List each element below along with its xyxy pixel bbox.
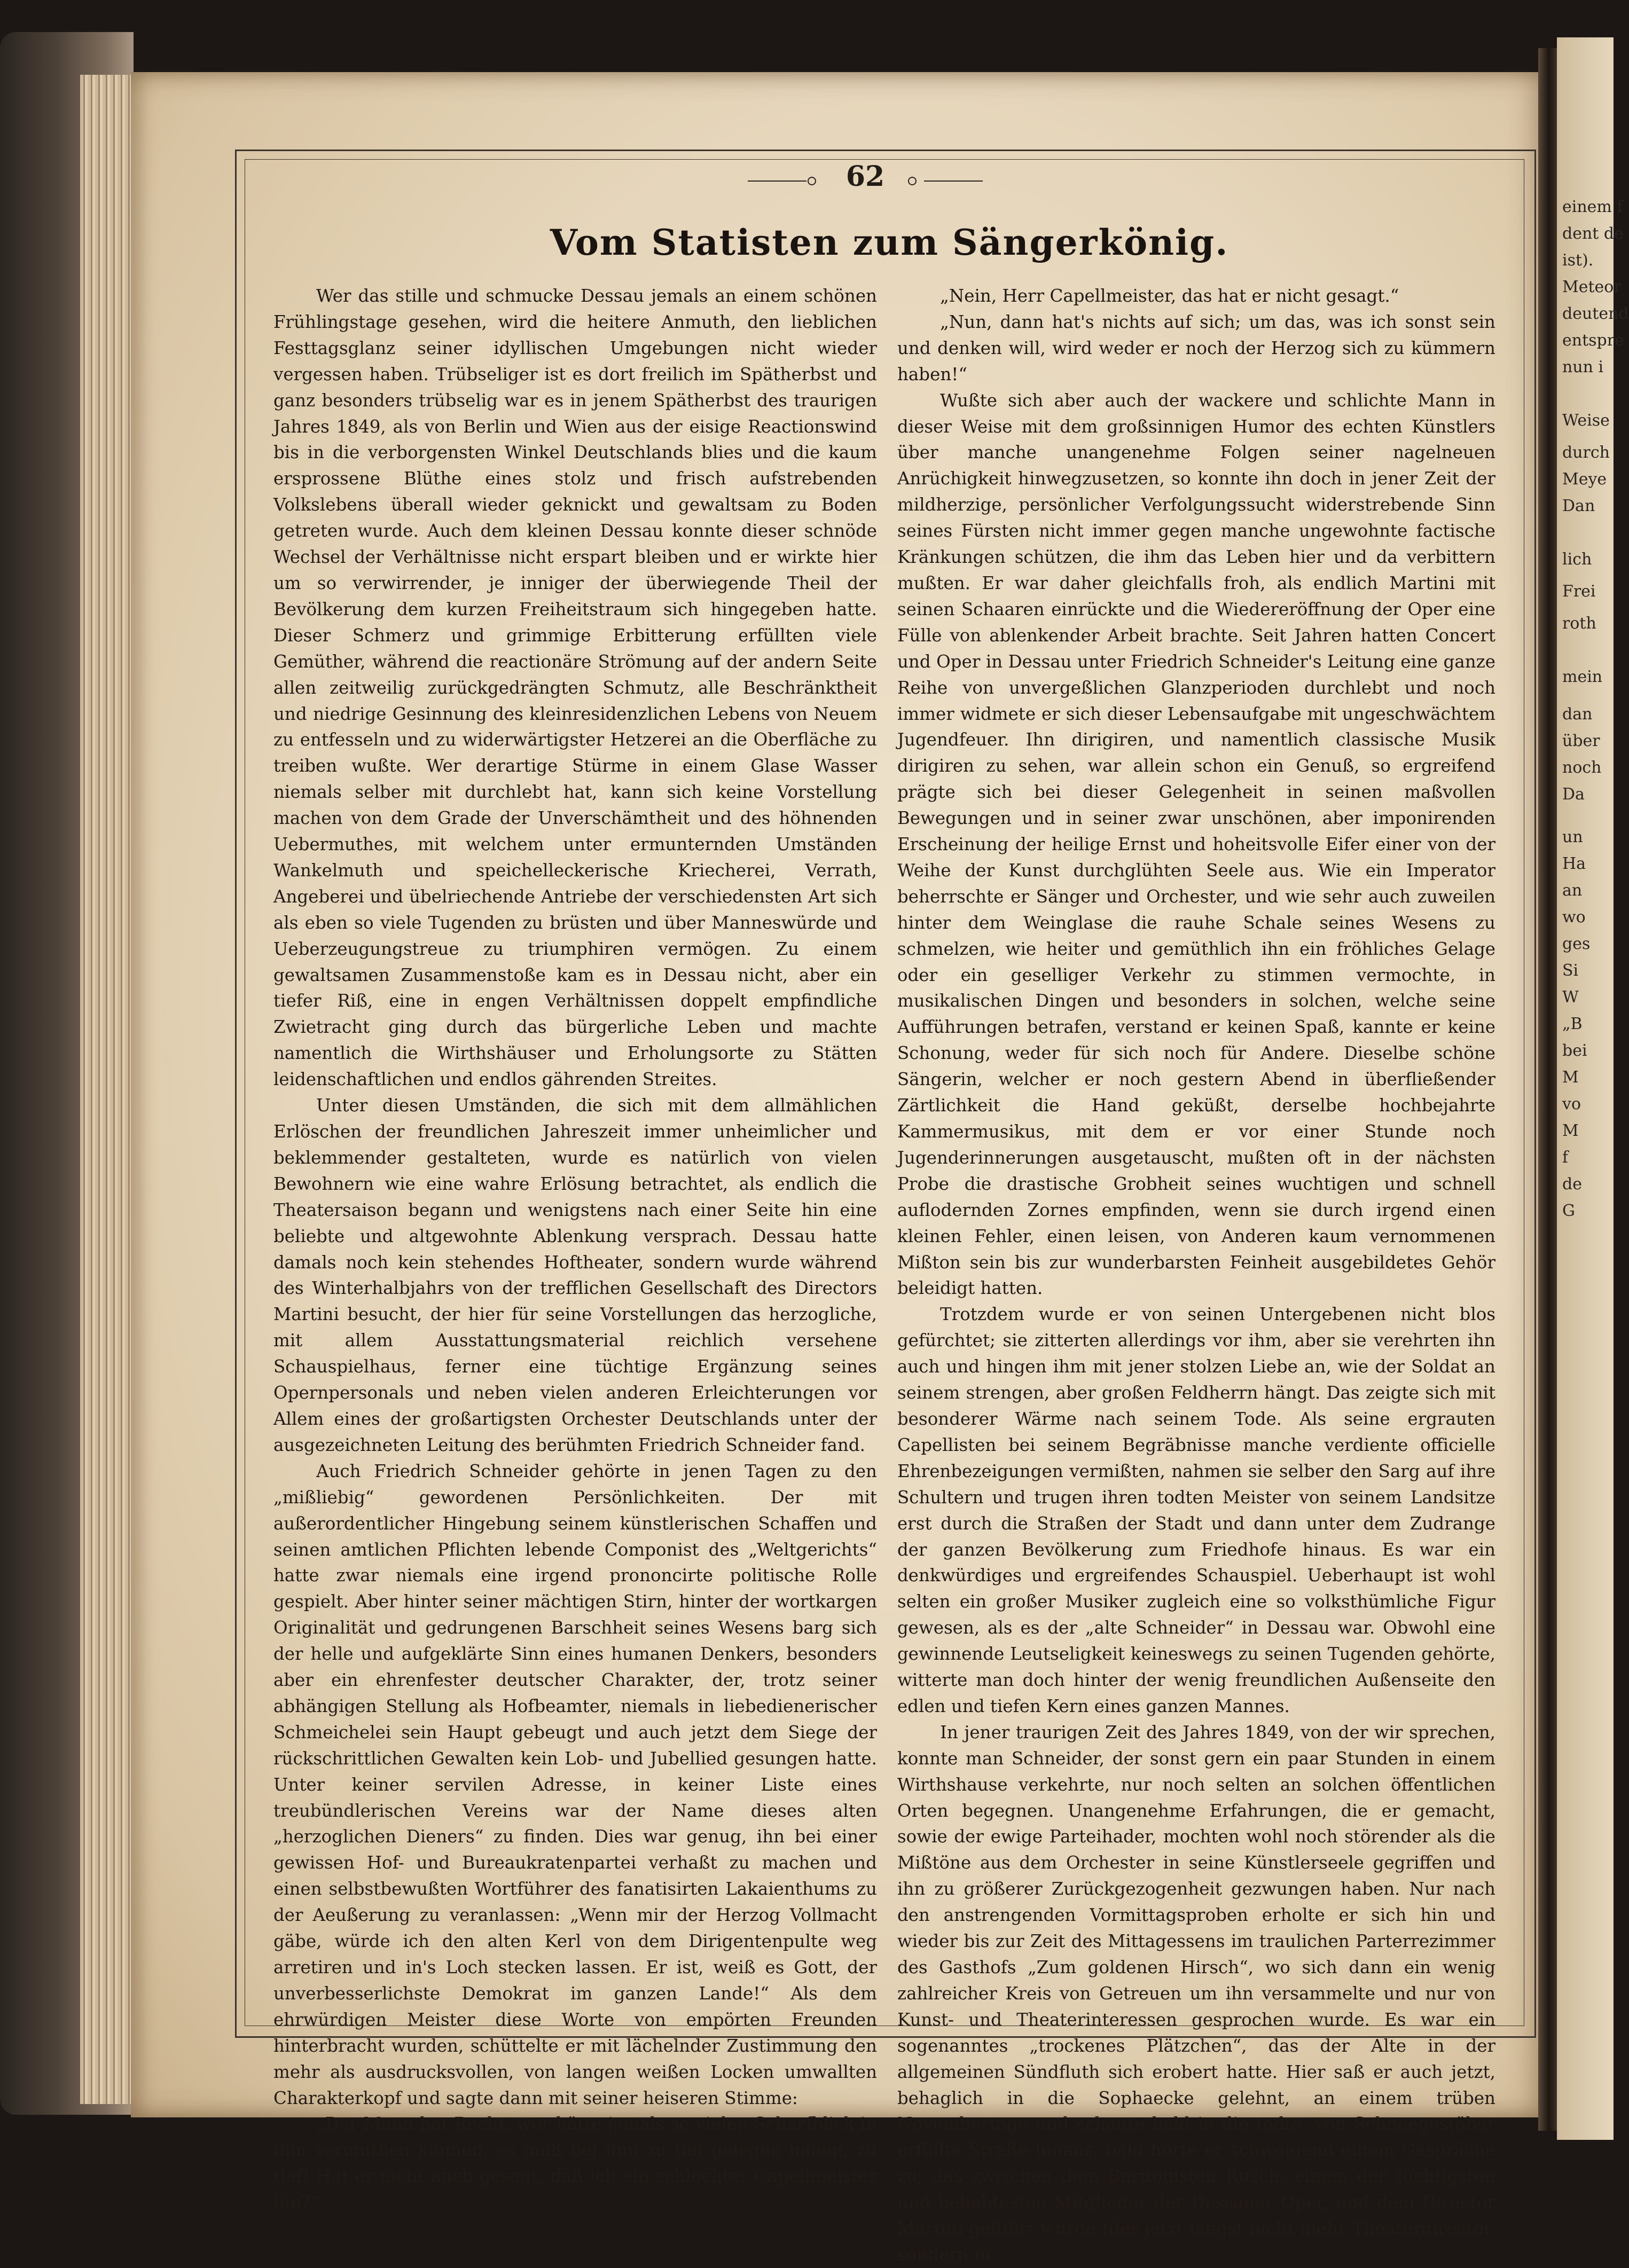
facing-page-text-fragment: ges: [1562, 935, 1591, 953]
facing-page-text-fragment: M: [1562, 1068, 1579, 1087]
facing-page-text-fragment: dent de: [1562, 224, 1624, 243]
facing-page-text-fragment: ist).: [1562, 251, 1594, 270]
text-column-left: [273, 283, 877, 2216]
page-number-rule-right: [924, 181, 983, 182]
facing-page-text-fragment: über: [1562, 732, 1600, 750]
facing-page-text-fragment: Si: [1562, 961, 1579, 980]
facing-page-text-fragment: f: [1562, 1148, 1569, 1167]
book-gutter: [1538, 48, 1560, 2131]
facing-page-text-fragment: dan: [1562, 705, 1593, 724]
facing-page-text-fragment: Ha: [1562, 854, 1586, 873]
paragraph: „Der Mann hat Recht, wer hätte jemals so vielen Scharfblick in ihm vermuthen können, es muß bei ihm zu tief gelegen haben, zu tief! Hat er nicht auch gesagt, daß ich ein schlechter Capellmeister bin?“: [273, 2114, 877, 2213]
facing-page-text-fragment: wo: [1562, 908, 1586, 927]
paragraph: Wer das stille und schmucke Dessau jemals an einem schönen Frühlingstage gesehen, wird die heitere Anmuth, den lieblichen Festtagsglanz seiner idyllischen Umgebungen nicht wieder vergessen haben. Trübseliger ist es dort freilich im Spätherbst und ganz besonders trübselig war es in jenem Spätherbst des traurigen Jahres 1849, als von Berlin und Wien aus der eisige Reactionswind bis in die verborgensten Winkel Deutschlands blies und die kaum ersprossene Blüthe eines stolz und frisch aufstrebenden Volkslebens überall wieder geknickt und gewaltsam zu Boden getreten wurde. Auch dem kleinen Dessau konnte dieser schnöde Wechsel der Verhältnisse nicht erspart bleiben und er wirkte hier um so verwirrender, je inniger der überwiegende Theil der Bevölkerung dem kurzen Freiheitstraum sich hingegeben hatte. Dieser Schmerz und grimmige Erbitterung erfüllten viele Gemüther, während die reactionäre Strömung auf der andern Seite allen zeitweilig zurückgedrängten Schmutz, alle Beschränktheit und niedrige Gesinnung des kleinresidenzlichen Lebens von Neuem zu entfesseln und zu widerwärtigster Hetzerei an die Oberfläche zu treiben wußte. Wer derartige Stürme in einem Glase Wasser niemals selber mit durchlebt hat, kann sich keine Vorstellung machen von dem Grade der Unverschämtheit und des höhnenden Uebermuthes, mit welchem unter ermunternden Umständen Wankelmuth und speichelleckerische Kriecherei, Verrath, Angeberei und übelriechende Antriebe der verschiedensten Art sich als eben so viele Tugenden zu brüsten und über Manneswürde und Ueberzeugungstreue zu triumphiren vermögen. Zu einem gewaltsamen Zusammenstoße kam es in Dessau nicht, aber ein tiefer Riß, eine in engen Verhältnissen doppelt empfindliche Zwietracht ging durch das bürgerliche Leben und machte namentlich die Wirthshäuser und Erholungsorte zu Stätten leidenschaftlichen und endlos gährenden Streites.: [273, 286, 877, 1090]
facing-page-text-fragment: deutend: [1562, 304, 1629, 323]
paragraph: „Nein, Herr Capellmeister, das hat er nicht gesagt.“: [940, 286, 1399, 306]
facing-page-text-fragment: durch: [1562, 443, 1610, 462]
facing-page-text-fragment: Da: [1562, 785, 1585, 804]
page-number-rule-left: [748, 181, 806, 182]
paragraph: Wußte sich aber auch der wackere und schlichte Mann in dieser Weise mit dem großsinnigen Humor des echten Künstlers über manche unangenehme Folgen seiner nagelneuen Anrüchigkeit hinwegzusetzen, so konnte ihn doch in jener Zeit der mildherzige, persönlicher Verfolgungssucht widerstrebende Sinn seines Fürsten nicht immer gegen manche ungewohnte factische Kränkungen schützen, die ihm das Leben hier und da verbittern mußten. Er war daher gleichfalls froh, als endlich Martini mit seinen Schaaren einrückte und die Wiedereröffnung der Oper eine Fülle von ablenkender Arbeit brachte. Seit Jahren hatten Concert und Oper in Dessau unter Friedrich Schneider's Leitung eine ganze Reihe von unvergeßlichen Glanzperioden durchlebt und noch immer widmete er sich dieser Lebensaufgabe mit ungeschwächtem Jugendfeuer. Ihn dirigiren, und namentlich classische Musik dirigiren zu sehen, war allein schon ein Genuß, so ergreifend prägte sich bei dieser Gelegenheit in seinen maßvollen Bewegungen und in seiner zwar unschönen, aber imponirenden Erscheinung der heilige Ernst und hoheitsvolle Eifer einer von der Weihe der Kunst durchglühten Seele aus. Wie ein Imperator beherrschte er Sänger und Orchester, und wie sehr auch zuweilen hinter dem Weinglase die rauhe Schale seines Wesens zu schmelzen, wie heiter und gemüthlich ihn ein fröhliches Gelage oder ein geselliger Verkehr zu stimmen vermochte, in musikalischen Dingen und besonders in solchen, welche seine Aufführungen betrafen, verstand er keinen Spaß, kannte er keine Schonung, weder für sich noch für Andere. Dieselbe schöne Sängerin, welcher er noch gestern Abend in überfließender Zärtlichkeit die Hand geküßt, derselbe hochbejahrte Kammermusikus, mit dem er vor einer Stunde noch Jugenderinnerungen ausgetauscht, mußten oft in der nächsten Probe die drastische Grobheit seines wuchtigen und schnell auflodernden Zornes empfinden, wenn sie durch irgend einen kleinen Fehler, einen leisen, von Anderen kaum vernommenen Mißton sein bis zur wunderbarsten Feinheit ausgebildetes Gehör beleidigt hatten.: [897, 390, 1495, 1299]
facing-page-text-fragment: einem f: [1562, 198, 1623, 216]
paragraph: In jener traurigen Zeit des Jahres 1849, von der wir sprechen, konnte man Schneider, der sonst gern ein paar Stunden in einem Wirthshause verkehrte, nur noch selten an solchen öffentlichen Orten begegnen. Unangenehme Erfahrungen, die er gemacht, sowie der ewige Parteihader, mochten wohl noch störender als die Mißtöne aus dem Orchester in seine Künstlerseele gegriffen und ihn zu größerer Zurückgezogenheit gezwungen haben. Nur nach den anstrengenden Vormittagsproben erholte er sich hin und wieder bis zur Zeit des Mittagessens im traulichen Parterrezimmer des Gasthofs „Zum goldenen Hirsch“, wo sich dann ein wenig zahlreicher Kreis von Getreuen um ihn versammelte und nur von Kunst- und Theaterinteressen gesprochen wurde. Es war ein sogenanntes „trockenes Plätzchen“, das der Alte in der allgemeinen Sündfluth sich erobert hatte. Hier saß er auch jetzt, behaglich in die Sophaecke gelehnt, an einem trüben Novembertage und schaute bald in die todte, von Schneegestöber erfüllte Straße hinaus, bald hörte er schweigend einem Gespräche zu, das zwischen dem Baritonisten Rusch, einem der tüchtigsten und beliebtesten Mitglieder der Dessauer Oper, und dem Director Martini geführt wurde (der jetzt längst nicht mehr Theaterdirector, sondern in: [897, 1722, 1495, 2265]
facing-page-fragment: [1557, 37, 1629, 2140]
paragraph: Trotzdem wurde er von seinen Untergebenen nicht blos gefürchtet; sie zitterten allerdings vor ihm, aber sie verehrten ihn auch und hingen ihm mit jener stolzen Liebe an, wie der Soldat an seinem strengen, aber großen Feldherrn hängt. Das zeigte sich mit besonderer Wärme nach seinem Tode. Als seine ergrauten Capellisten bei seinem Begräbnisse manche verdiente officielle Ehrenbezeigungen vermißten, nahmen sie selber den Sarg auf ihre Schultern und trugen ihren todten Meister von seinem Landsitze erst durch die Straßen der Stadt und dann unter dem Zudrange der ganzen Bevölkerung zum Friedhofe hinaus. Es war ein denkwürdiges und ergreifendes Schauspiel. Ueberhaupt ist wohl selten ein großer Musiker zugleich eine so volksthümliche Figur gewesen, als es der „alte Schneider“ in Dessau war. Obwohl eine gewinnende Leutseligkeit keineswegs zu seinen Tugenden gehörte, witterte man doch hinter der wenig freundlichen Außenseite den edlen und tiefen Kern eines ganzen Mannes.: [897, 1304, 1495, 1716]
facing-page-text-fragment: M: [1562, 1121, 1579, 1140]
facing-page-text-fragment: an: [1562, 881, 1583, 900]
facing-page-text-fragment: nun i: [1562, 358, 1604, 376]
paragraph: Unter diesen Umständen, die sich mit dem allmählichen Erlöschen der freundlichen Jahreszeit immer unheimlicher und beklemmender gestalteten, wurde es natürlich von vielen Bewohnern wie eine wahre Erlösung betrachtet, als endlich die Theatersaison begann und wenigstens nach einer Seite hin eine beliebte und altgewohnte Ablenkung versprach. Dessau hatte damals noch kein stehendes Hoftheater, sondern wurde während des Winterhalbjahrs von der trefflichen Gesellschaft des Directors Martini besucht, der hier für seine Vorstellungen das herzogliche, mit allem Ausstattungsmaterial reichlich versehene Schauspielhaus, ferner eine tüchtige Ergänzung seines Opernpersonals und neben vielen anderen Erleichterungen vor Allem eines der großartigsten Orchester Deutschlands unter der ausgezeichneten Leitung des berühmten Friedrich Schneider fand.: [273, 1095, 877, 1455]
facing-page-text-fragment: noch: [1562, 758, 1602, 777]
page-number-ornament-right: [908, 177, 917, 185]
facing-page-text-fragment: entspre: [1562, 331, 1624, 350]
facing-page-text-fragment: Weise: [1562, 411, 1610, 430]
article-title: Vom Statisten zum Sängerkönig.: [550, 222, 1229, 263]
facing-page-text-fragment: „B: [1562, 1015, 1583, 1033]
facing-page-text-fragment: Frei: [1562, 582, 1596, 601]
facing-page-text-fragment: mein: [1562, 668, 1603, 686]
facing-page-text-fragment: Meye: [1562, 470, 1607, 489]
paragraph: Auch Friedrich Schneider gehörte in jenen Tagen zu den „mißliebig“ gewordenen Persönlichkeiten. Der mit außerordentlicher Hingebung seinem künstlerischen Schaffen und seinen amtlichen Pflichten lebende Componist des „Weltgerichts“ hatte zwar niemals eine irgend prononcirte politische Rolle gespielt. Aber hinter seiner mächtigen Stirn, hinter der wortkargen Originalität und gedrungenen Barschheit seines Wesens barg sich der helle und aufgeklärte Sinn eines humanen Denkers, besonders aber ein ehrenfester deutscher Charakter, der, trotz seiner abhängigen Stellung als Hofbeamter, niemals in liebedienerischer Schmeichelei sein Haupt gebeugt und auch jetzt dem Siege der rückschrittlichen Gewalten kein Lob- und Jubellied gesungen hatte. Unter keiner servilen Adresse, in keiner Liste eines treubündlerischen Vereins war der Name dieses alten „herzoglichen Dieners“ zu finden. Dies war genug, ihn bei einer gewissen Hof- und Bureaukratenpartei verhaßt zu machen und einen selbstbewußten Wortführer des fanatisirten Lakaienthums zu der Aeußerung zu veranlassen: „Wenn mir der Herzog Vollmacht gäbe, würde ich den alten Kerl von dem Dirigentenpulte weg arretiren und in's Loch stecken lassen. Er ist, weiß es Gott, der unverbesserlichste Demokrat im ganzen Lande!“ Als dem ehrwürdigen Meister diese Worte von empörten Freunden hinterbracht wurden, schüttelte er mit lächelnder Zustimmung den mehr als ausdrucksvollen, von langen weißen Locken umwallten Charakterkopf und sagte dann mit seiner heiseren Stimme:: [273, 1461, 877, 2108]
facing-page-text-fragment: lich: [1562, 550, 1592, 569]
facing-page-text-fragment: bei: [1562, 1041, 1587, 1060]
facing-page-text-fragment: vo: [1562, 1095, 1581, 1113]
facing-page-text-fragment: de: [1562, 1175, 1582, 1194]
facing-page-text-fragment: Dan: [1562, 497, 1595, 515]
facing-page-text-fragment: W: [1562, 988, 1579, 1007]
paragraph: „Nun, dann hat's nichts auf sich; um das, was ich sonst sein und denken will, wird weder er noch der Herzog sich zu kümmern haben!“: [897, 311, 1495, 384]
page-number: 62: [845, 160, 885, 193]
facing-page-text-fragment: un: [1562, 828, 1583, 846]
facing-page-text-fragment: G: [1562, 1202, 1575, 1220]
text-column-right: [897, 283, 1495, 2268]
facing-page-text-fragment: Meteor: [1562, 278, 1622, 296]
page-number-ornament-left: [808, 177, 816, 185]
facing-page-text-fragment: roth: [1562, 614, 1596, 633]
